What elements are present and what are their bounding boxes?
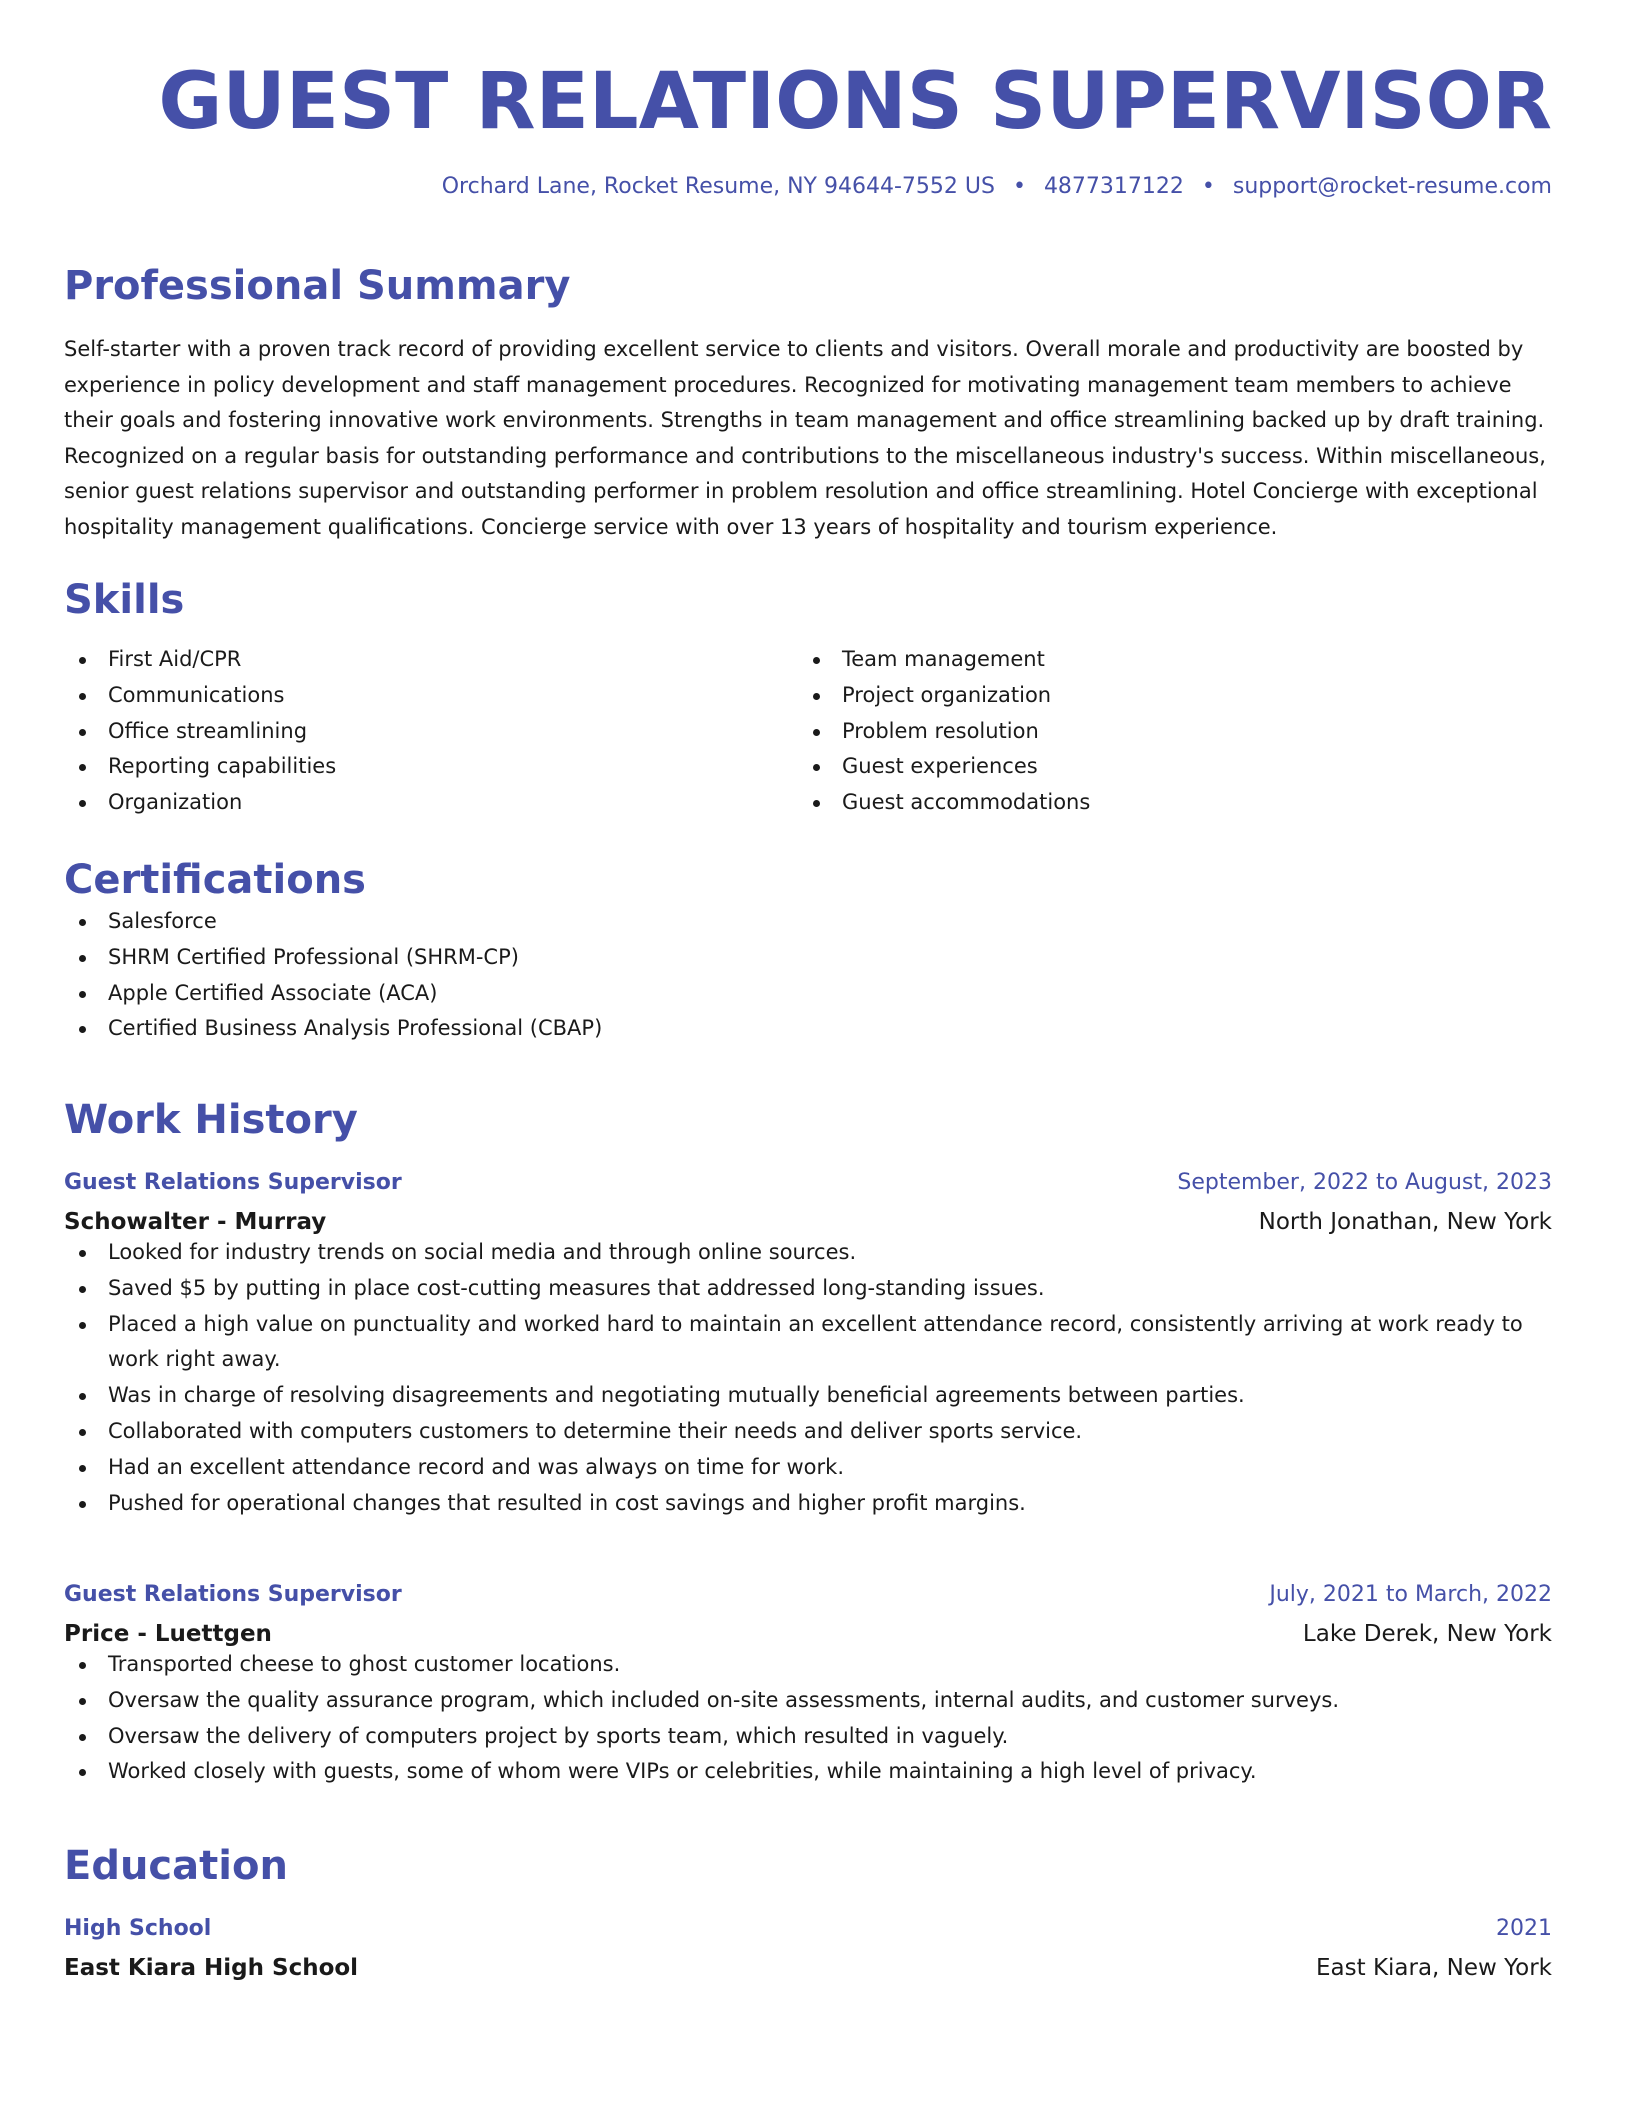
- education-location: East Kiara, New York: [1316, 1955, 1552, 1981]
- skills-section: [64, 576, 1552, 821]
- skills-list-left: [64, 642, 798, 821]
- job-bullet: Worked closely with guests, some of whom were VIPs or celebrities, while maintaining a high level of privacy.: [64, 1754, 1552, 1790]
- skill-item: Communications: [64, 678, 798, 714]
- section-heading-work: Work History: [64, 1097, 358, 1143]
- education-section: [64, 1842, 1552, 1981]
- summary-text: Self-starter with a proven track record of providing excellent service to clients and visitors. Overall morale and productivity are boosted by experience in policy development and staff management procedures. Recognized for motivating management team members to achieve their goals and fostering innovative work environments. Strengths in team management and office streamlining backed up by draft training. Recognized on a regular basis for outstanding performance and contributions to the miscellaneous industry's success. Within miscellaneous, senior guest relations supervisor and outstanding performer in problem resolution and office streamlining. Hotel Concierge with exceptional hospitality management qualifications. Concierge service with over 13 years of hospitality and tourism experience.: [64, 337, 1546, 539]
- job-header-row: [64, 1170, 1552, 1195]
- job-bullet: Was in charge of resolving disagreements and negotiating mutually beneficial agreements between parties.: [64, 1378, 1552, 1414]
- job-dates: July, 2021 to March, 2022: [1269, 1582, 1552, 1607]
- education-header-row: [64, 1916, 1552, 1941]
- education-year: 2021: [1496, 1916, 1552, 1941]
- skill-item: Guest accommodations: [798, 785, 1532, 821]
- skill-item: Project organization: [798, 678, 1532, 714]
- skill-item: Guest experiences: [798, 749, 1532, 785]
- job-bullet-list: [64, 1235, 1552, 1521]
- phone-text: 4877317122: [1043, 174, 1184, 199]
- job-header-row: [64, 1582, 1552, 1607]
- job-location: North Jonathan, New York: [1258, 1209, 1552, 1235]
- email-link[interactable]: support@rocket-resume.com: [1232, 174, 1552, 199]
- certification-item: SHRM Certified Professional (SHRM-CP): [64, 940, 1552, 976]
- section-heading-summary: Professional Summary: [64, 263, 571, 309]
- job-bullet: Pushed for operational changes that resulted in cost savings and higher profit margins.: [64, 1486, 1552, 1522]
- job-bullet: Transported cheese to ghost customer locations.: [64, 1647, 1552, 1683]
- separator-dot: •: [1201, 174, 1215, 199]
- skill-item: Office streamlining: [64, 714, 798, 750]
- contact-line: [64, 174, 1552, 199]
- section-heading-skills: Skills: [64, 577, 185, 623]
- skills-list-right: [798, 642, 1532, 821]
- certification-item: Apple Certified Associate (ACA): [64, 976, 1552, 1012]
- separator-dot: •: [1012, 174, 1026, 199]
- page-title: GUEST RELATIONS SUPERVISOR: [158, 57, 1552, 147]
- job-bullet: Looked for industry trends on social media and through online sources.: [64, 1235, 1552, 1271]
- section-heading-certifications: Certifications: [64, 857, 366, 903]
- job-bullet: Placed a high value on punctuality and worked hard to maintain an excellent attendance record, consistently arriving at work ready to work right away.: [64, 1307, 1552, 1379]
- job-bullet-list: [64, 1647, 1552, 1790]
- job-bullet: Saved $5 by putting in place cost-cutting measures that addressed long-standing issues.: [64, 1271, 1552, 1307]
- skills-grid: [64, 642, 1552, 821]
- job-title: Guest Relations Supervisor: [64, 1582, 402, 1607]
- skill-item: Organization: [64, 785, 798, 821]
- job-company-row: [64, 1621, 1552, 1647]
- address-text: Orchard Lane, Rocket Resume, NY 94644-7552 US: [441, 174, 995, 199]
- job-location: Lake Derek, New York: [1302, 1621, 1552, 1647]
- job-title: Guest Relations Supervisor: [64, 1170, 402, 1195]
- skill-item: Team management: [798, 642, 1532, 678]
- education-school-row: [64, 1955, 1552, 1981]
- section-heading-education: Education: [64, 1843, 288, 1889]
- job-bullet: Oversaw the quality assurance program, which included on-site assessments, internal audits, and customer surveys.: [64, 1683, 1552, 1719]
- education-entry: [64, 1916, 1552, 1981]
- education-school: East Kiara High School: [64, 1955, 359, 1981]
- education-degree: High School: [64, 1916, 212, 1941]
- summary-section: [64, 262, 1552, 546]
- job-entry: [64, 1170, 1552, 1521]
- job-bullet: Oversaw the delivery of computers project by sports team, which resulted in vaguely.: [64, 1719, 1552, 1755]
- job-company: Schowalter - Murray: [64, 1209, 327, 1235]
- job-bullet: Had an excellent attendance record and was always on time for work.: [64, 1450, 1552, 1486]
- job-bullet: Collaborated with computers customers to determine their needs and deliver sports service.: [64, 1414, 1552, 1450]
- certifications-section: [64, 856, 1552, 1047]
- certification-item: Salesforce: [64, 904, 1552, 940]
- work-history-section: [64, 1096, 1552, 1784]
- certification-item: Certified Business Analysis Professional (CBAP): [64, 1011, 1552, 1047]
- skill-item: Reporting capabilities: [64, 749, 798, 785]
- certifications-list: [64, 904, 1552, 1047]
- job-dates: September, 2022 to August, 2023: [1177, 1170, 1552, 1195]
- skill-item: Problem resolution: [798, 714, 1532, 750]
- resume-page: [64, 0, 1552, 1981]
- job-entry: [64, 1582, 1552, 1790]
- skill-item: First Aid/CPR: [64, 642, 798, 678]
- job-company-row: [64, 1209, 1552, 1235]
- job-company: Price - Luettgen: [64, 1621, 272, 1647]
